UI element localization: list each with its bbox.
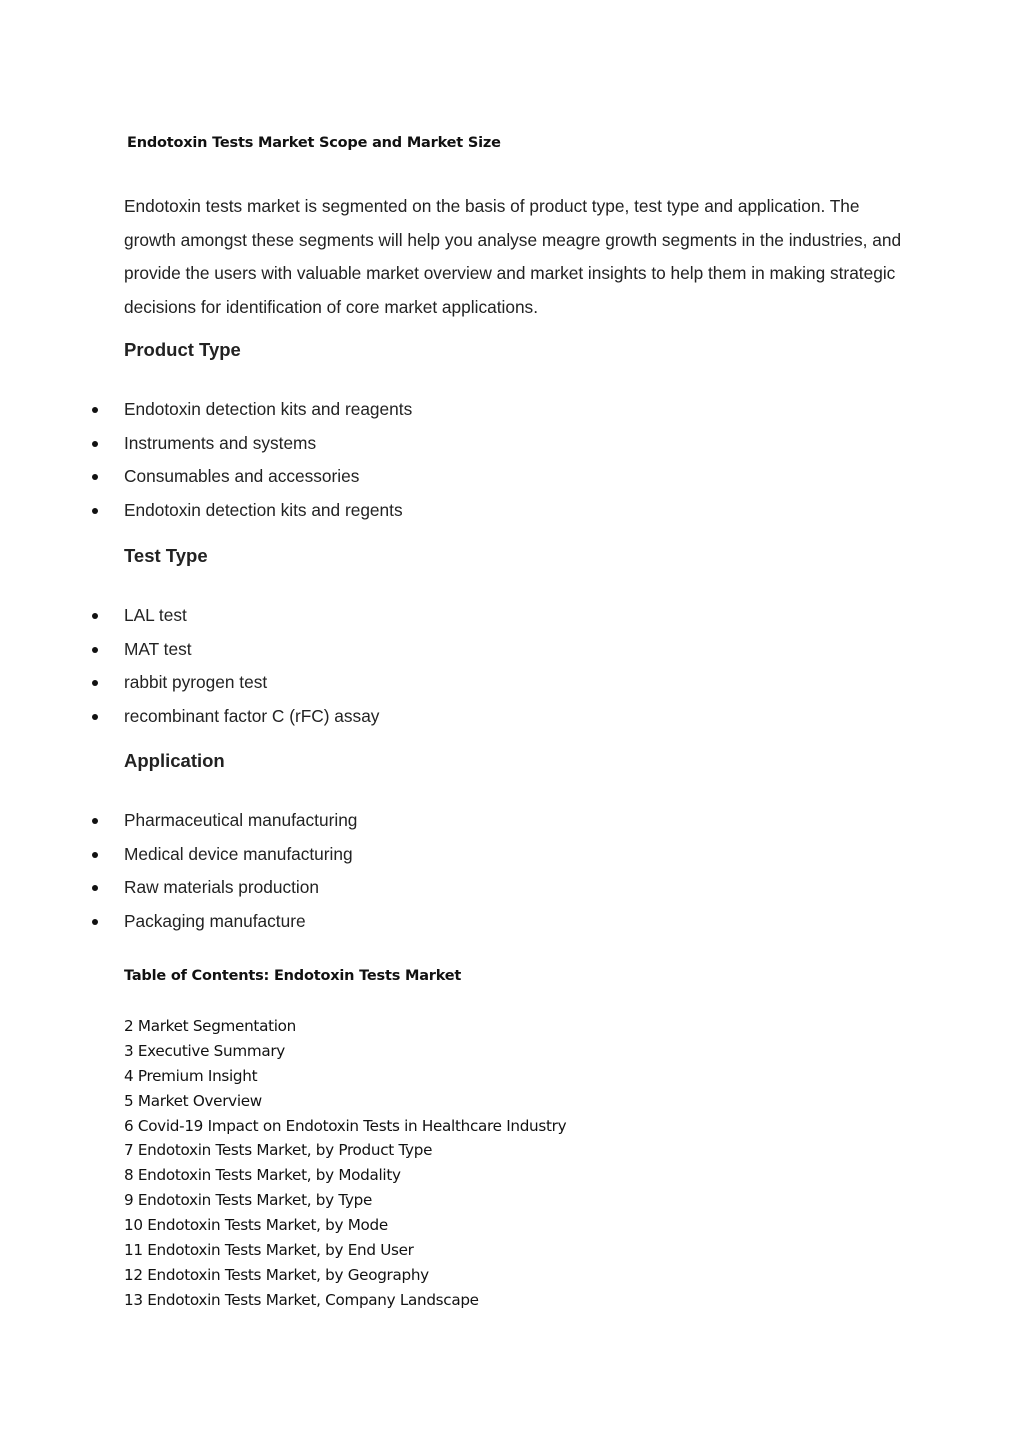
bullet-icon xyxy=(92,852,98,858)
document-page: Endotoxin Tests Market Scope and Market Size Endotoxin tests market is segmented on the basis of product type, test type and application. The growth amongst these segments will help you analyse meagre growth segments in the industries, and provide the users with valuable market overview and market insights to help them in making strategic decisions for identification of core market applications. Product Type Endotoxin detection kits and reagents Instruments and systems Consumables and accessories Endotoxin detection kits and regents Test Type LAL test MAT test rabbit pyrogen test recombinant factor C (rFC) assay Application Pharmaceutical manufacturing Medical device manufacturing Raw materials production Packaging manufacture Table of Contents: Endotoxin Tests Market 2 Market Segmentation 3 Executive Summary 4 Premium Insight 5 Market Overview 6 Covid-19 Impact on Endotoxin Tests in Healthcare Industry 7 Endotoxin Tests Market, by Product Type 8 Endotoxin Tests Market, by Modality 9 Endotoxin Tests Market, by Type 10 Endotoxin Tests Market, by Mode 11 Endotoxin Tests Market, by End User 12 Endotoxin Tests Market, by Geography 13 Endotoxin Tests Market, Company Landscape xyxy=(0,0,1023,1448)
bullet-icon xyxy=(92,818,98,824)
toc-item: 9 Endotoxin Tests Market, by Type xyxy=(124,1191,373,1210)
bullet-icon xyxy=(92,647,98,653)
bullet-icon xyxy=(92,407,98,413)
bullet-icon xyxy=(92,885,98,891)
bullet-icon xyxy=(92,613,98,619)
bullet-icon xyxy=(92,680,98,686)
toc-item: 6 Covid-19 Impact on Endotoxin Tests in Healthcare Industry xyxy=(124,1116,567,1135)
toc-item: 8 Endotoxin Tests Market, by Modality xyxy=(124,1166,401,1185)
toc-item: 5 Market Overview xyxy=(124,1091,262,1110)
toc-title: Table of Contents: Endotoxin Tests Market xyxy=(124,968,462,984)
toc-item: 4 Premium Insight xyxy=(124,1066,258,1085)
bullet-icon xyxy=(92,919,98,925)
toc-item: 11 Endotoxin Tests Market, by End User xyxy=(124,1241,414,1260)
bullet-icon xyxy=(92,441,98,447)
intro-paragraph: Endotoxin tests market is segmented on the basis of product type, test type and application. The growth amongst these segments will help you analyse meagre growth segments in the industries, and provide the users with valuable market overview and market insights to help them in making strategic decisions for identification of core market applications. xyxy=(124,196,902,317)
toc-item: 3 Executive Summary xyxy=(124,1041,285,1060)
toc-item: 2 Market Segmentation xyxy=(124,1017,296,1035)
section-heading-product-type: Product Type xyxy=(124,339,241,360)
toc-item: 7 Endotoxin Tests Market, by Product Type xyxy=(124,1141,433,1160)
toc-item: 10 Endotoxin Tests Market, by Mode xyxy=(124,1216,388,1235)
toc-item: 12 Endotoxin Tests Market, by Geography xyxy=(124,1265,429,1284)
section-heading-test-type: Test Type xyxy=(124,545,208,566)
bullet-icon xyxy=(92,508,98,514)
document-title: Endotoxin Tests Market Scope and Market Size xyxy=(127,135,501,151)
toc-item: 13 Endotoxin Tests Market, Company Landscape xyxy=(124,1290,479,1309)
section-heading-application: Application xyxy=(124,750,225,771)
bullet-icon xyxy=(92,474,98,480)
toc-list xyxy=(124,1014,566,1313)
bullet-icon xyxy=(92,714,98,720)
